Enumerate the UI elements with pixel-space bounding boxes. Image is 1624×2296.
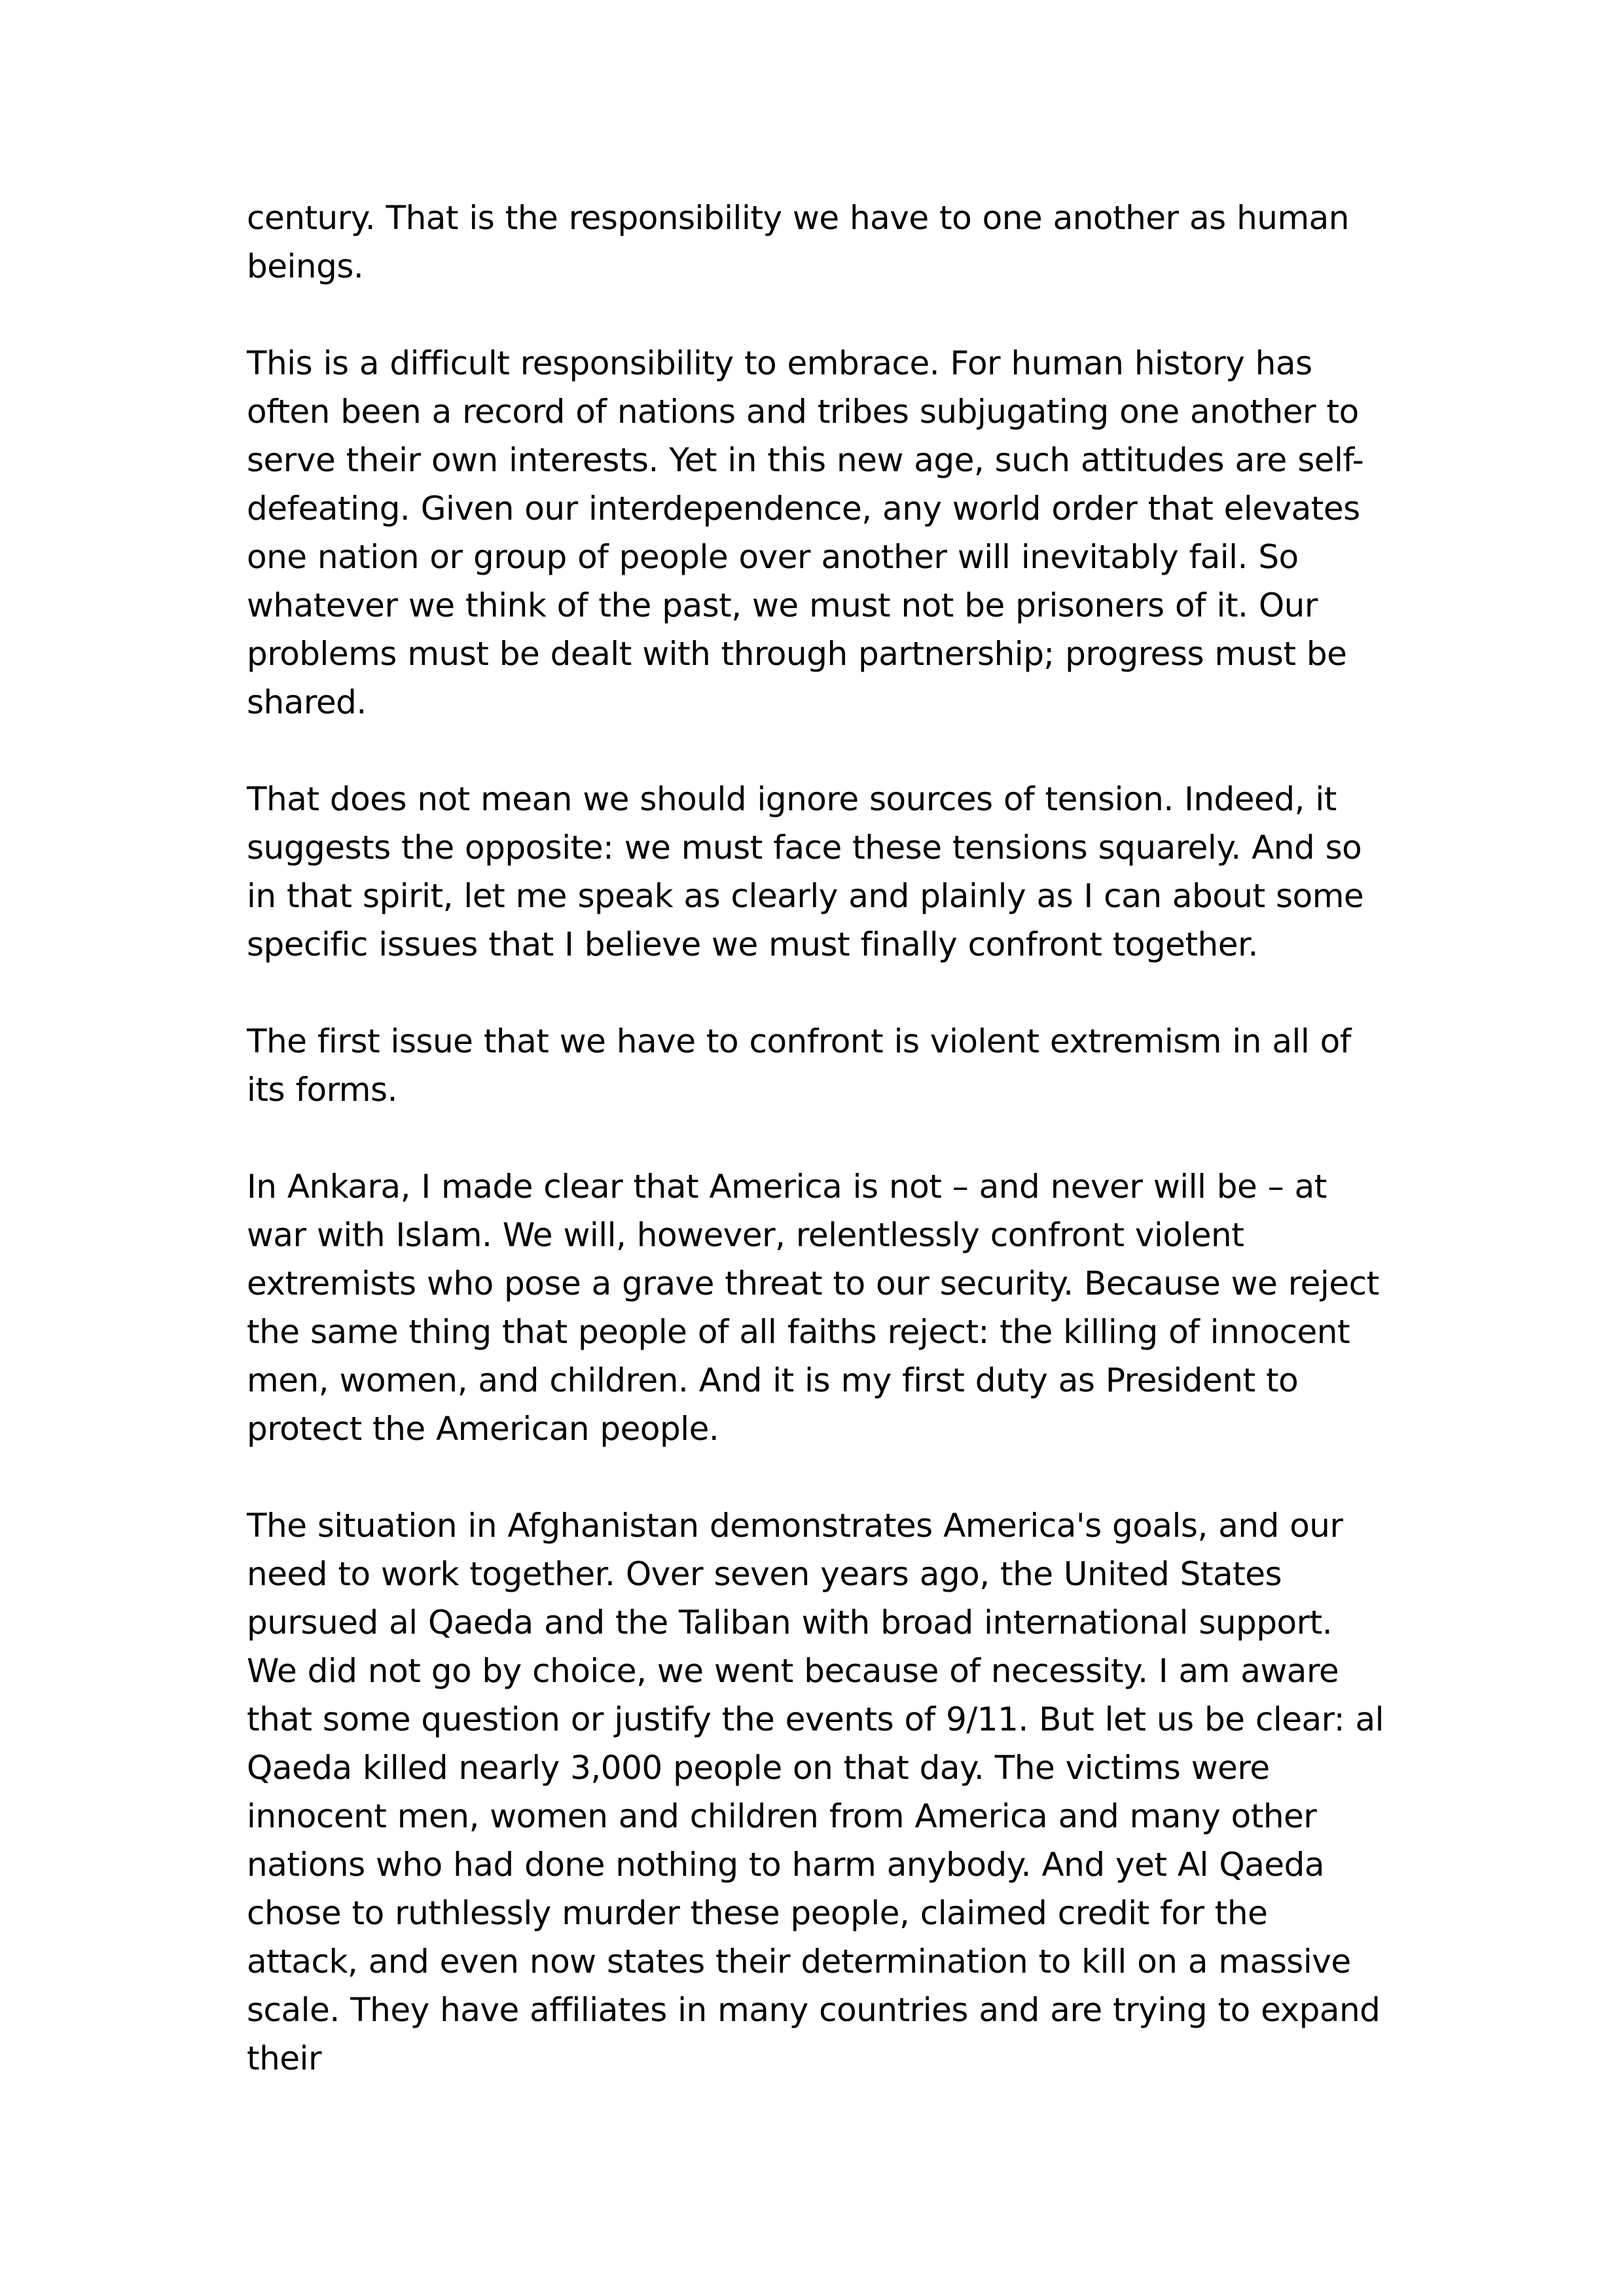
paragraph: In Ankara, I made clear that America is not – and never will be – at war with Islam. We will, however, relentlessly confront violent extremists who pose a grave threat to our security. Because we reject the same thing that people of all faiths reject: the killing of innocent men, women, and children. And it is my first duty as President to protect the American people. (247, 1168, 1379, 1448)
paragraph: This is a difficult responsibility to embrace. For human history has often been a record of nations and tribes subjugating one another to serve their own interests. Yet in this new age, such attitudes are self-defeating. Given our interdependence, any world order that elevates one nation or group of people over another will inevitably fail. So whatever we think of the past, we must not be prisoners of it. Our problems must be dealt with through partnership; progress must be shared. (247, 344, 1364, 721)
paragraph: The situation in Afghanistan demonstrates America's goals, and our need to work together. Over seven years ago, the United States pursued al Qaeda and the Taliban with broad international support. We did not go by choice, we went because of necessity. I am aware that some question or justify the events of 9/11. But let us be clear: al Qaeda killed nearly 3,000 people on that day. The victims were innocent men, women and children from America and many other nations who had done nothing to harm anybody. And yet Al Qaeda chose to ruthlessly murder these people, claimed credit for the attack, and even now states their determination to kill on a massive scale. They have affiliates in many countries and are trying to expand their (247, 1507, 1384, 2077)
paragraph: century. That is the responsibility we have to one another as human beings. (247, 199, 1349, 285)
document-body-text (247, 194, 1386, 2083)
paragraph: That does not mean we should ignore sources of tension. Indeed, it suggests the opposite: we must face these tensions squarely. And so in that spirit, let me speak as clearly and plainly as I can about some specific issues that I believe we must finally confront together. (247, 780, 1364, 963)
paragraph: The first issue that we have to confront is violent extremism in all of its forms. (247, 1022, 1351, 1109)
